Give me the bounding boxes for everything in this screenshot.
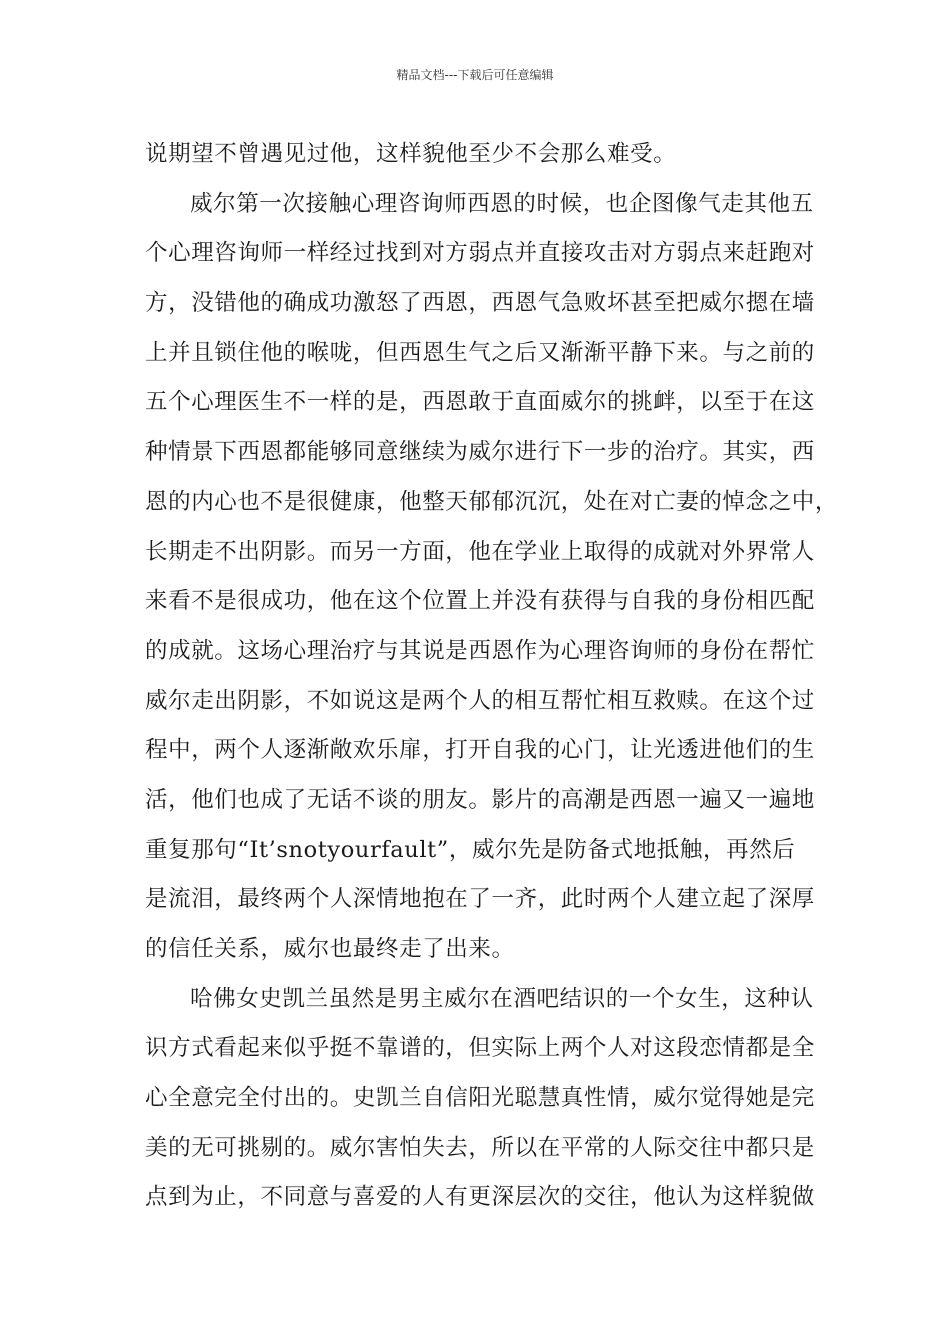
text-line: 美的无可挑剔的。威尔害怕失去，所以在平常的人际交往中都只是 <box>145 1134 815 1161</box>
text-line: 个心理咨询师一样经过找到对方弱点并直接攻击对方弱点来赶跑对 <box>145 240 815 267</box>
text-line: 来看不是很成功，他在这个位置上并没有获得与自我的身份相匹配 <box>145 588 815 615</box>
text-line: 重复那句“It’snotyourfault”，威尔先是防备式地抵触，再然后 <box>145 836 796 863</box>
text-line: 识方式看起来似乎挺不靠谱的，但实际上两个人对这段恋情都是全 <box>145 1035 815 1062</box>
paragraph-first-line: 威尔第一次接触心理咨询师西恩的时候，也企图像气走其他五 <box>190 190 814 217</box>
text-line: 的信任关系，威尔也最终走了出来。 <box>145 936 515 962</box>
text-line: 恩的内心也不是很健康，他整天郁郁沉沉，处在对亡妻的悼念之中， <box>145 488 839 515</box>
text-line: 上并且锁住他的喉咙，但西恩生气之后又渐渐平静下来。与之前的 <box>145 339 815 366</box>
text-line: 说期望不曾遇见过他，这样貌他至少不会那么难受。 <box>145 141 677 167</box>
paragraph-first-line: 哈佛女史凯兰虽然是男主威尔在酒吧结识的一个女生，这种认 <box>190 985 814 1012</box>
text-line: 点到为止，不同意与喜爱的人有更深层次的交往，他认为这样貌做 <box>145 1184 815 1211</box>
text-line: 方，没错他的确成功激怒了西恩，西恩气急败坏甚至把威尔摁在墙 <box>145 290 815 317</box>
text-line: 心全意完全付出的。史凯兰自信阳光聪慧真性情，威尔觉得她是完 <box>145 1085 815 1112</box>
text-line: 长期走不出阴影。而另一方面，他在学业上取得的成就对外界常人 <box>145 538 815 565</box>
text-line: 威尔走出阴影，不如说这是两个人的相互帮忙相互救赎。在这个过 <box>145 687 815 714</box>
text-line: 是流泪，最终两个人深情地抱在了一齐，此时两个人建立起了深厚 <box>145 886 815 913</box>
text-line: 种情景下西恩都能够同意继续为威尔进行下一步的治疗。其实，西 <box>145 439 815 466</box>
text-line: 程中，两个人逐渐敞欢乐扉，打开自我的心门，让光透进他们的生 <box>145 737 815 764</box>
text-line: 活，他们也成了无话不谈的朋友。影片的高潮是西恩一遍又一遍地 <box>145 786 815 813</box>
document-body <box>145 130 839 1223</box>
text-line: 的成就。这场心理治疗与其说是西恩作为心理咨询师的身份在帮忙 <box>145 637 815 664</box>
page-header: 精品文档---下载后可任意编辑 <box>396 68 554 82</box>
text-line: 五个心理医生不一样的是，西恩敢于直面威尔的挑衅，以至于在这 <box>145 389 815 416</box>
